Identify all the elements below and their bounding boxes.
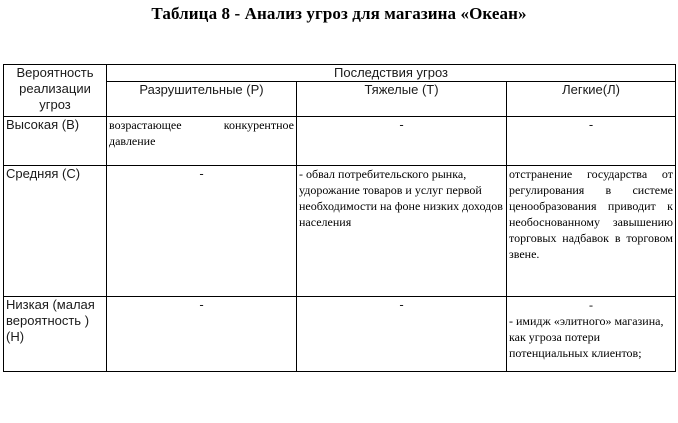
row-label-medium: Средняя (С) bbox=[4, 166, 107, 297]
cell-low-light bbox=[507, 297, 676, 372]
row-label-high: Высокая (В) bbox=[4, 117, 107, 166]
cell-high-heavy: - bbox=[297, 117, 507, 166]
cell-low-destructive: - bbox=[107, 297, 297, 372]
consequences-header: Последствия угроз bbox=[107, 65, 676, 82]
cell-high-destructive: возрастающее конкурентное давление bbox=[107, 117, 297, 166]
row-label-low: Низкая (малая вероятность ) (Н) bbox=[4, 297, 107, 372]
cell-low-light-dash: - bbox=[589, 298, 593, 312]
table-row-high bbox=[4, 117, 676, 166]
table-row-low bbox=[4, 297, 676, 372]
column-heavy-header: Тяжелые (Т) bbox=[297, 82, 507, 117]
table-row-medium bbox=[4, 166, 676, 297]
cell-medium-heavy: - обвал потребительского рынка, удорожание товаров и услуг первой необходимости на фоне низких доходов населения bbox=[297, 166, 507, 297]
cell-medium-destructive: - bbox=[107, 166, 297, 297]
cell-low-heavy: - bbox=[297, 297, 507, 372]
table-header-row bbox=[4, 65, 676, 82]
threat-analysis-table bbox=[3, 64, 676, 372]
cell-low-light-text: - имидж «элитного» магазина, как угроза потери потенциальных клиентов; bbox=[509, 314, 664, 360]
table-title: Таблица 8 - Анализ угроз для магазина «Океан» bbox=[151, 4, 527, 23]
column-light-header: Легкие(Л) bbox=[507, 82, 676, 117]
column-destructive-header: Разрушительные (Р) bbox=[107, 82, 297, 117]
probability-header: Вероятность реализации угроз bbox=[4, 65, 107, 117]
cell-high-light: - bbox=[507, 117, 676, 166]
cell-medium-light: отстранение государства от регулирования в системе ценообразования приводит к необоснованному завышению торговых надбавок в торговом звене. bbox=[507, 166, 676, 297]
